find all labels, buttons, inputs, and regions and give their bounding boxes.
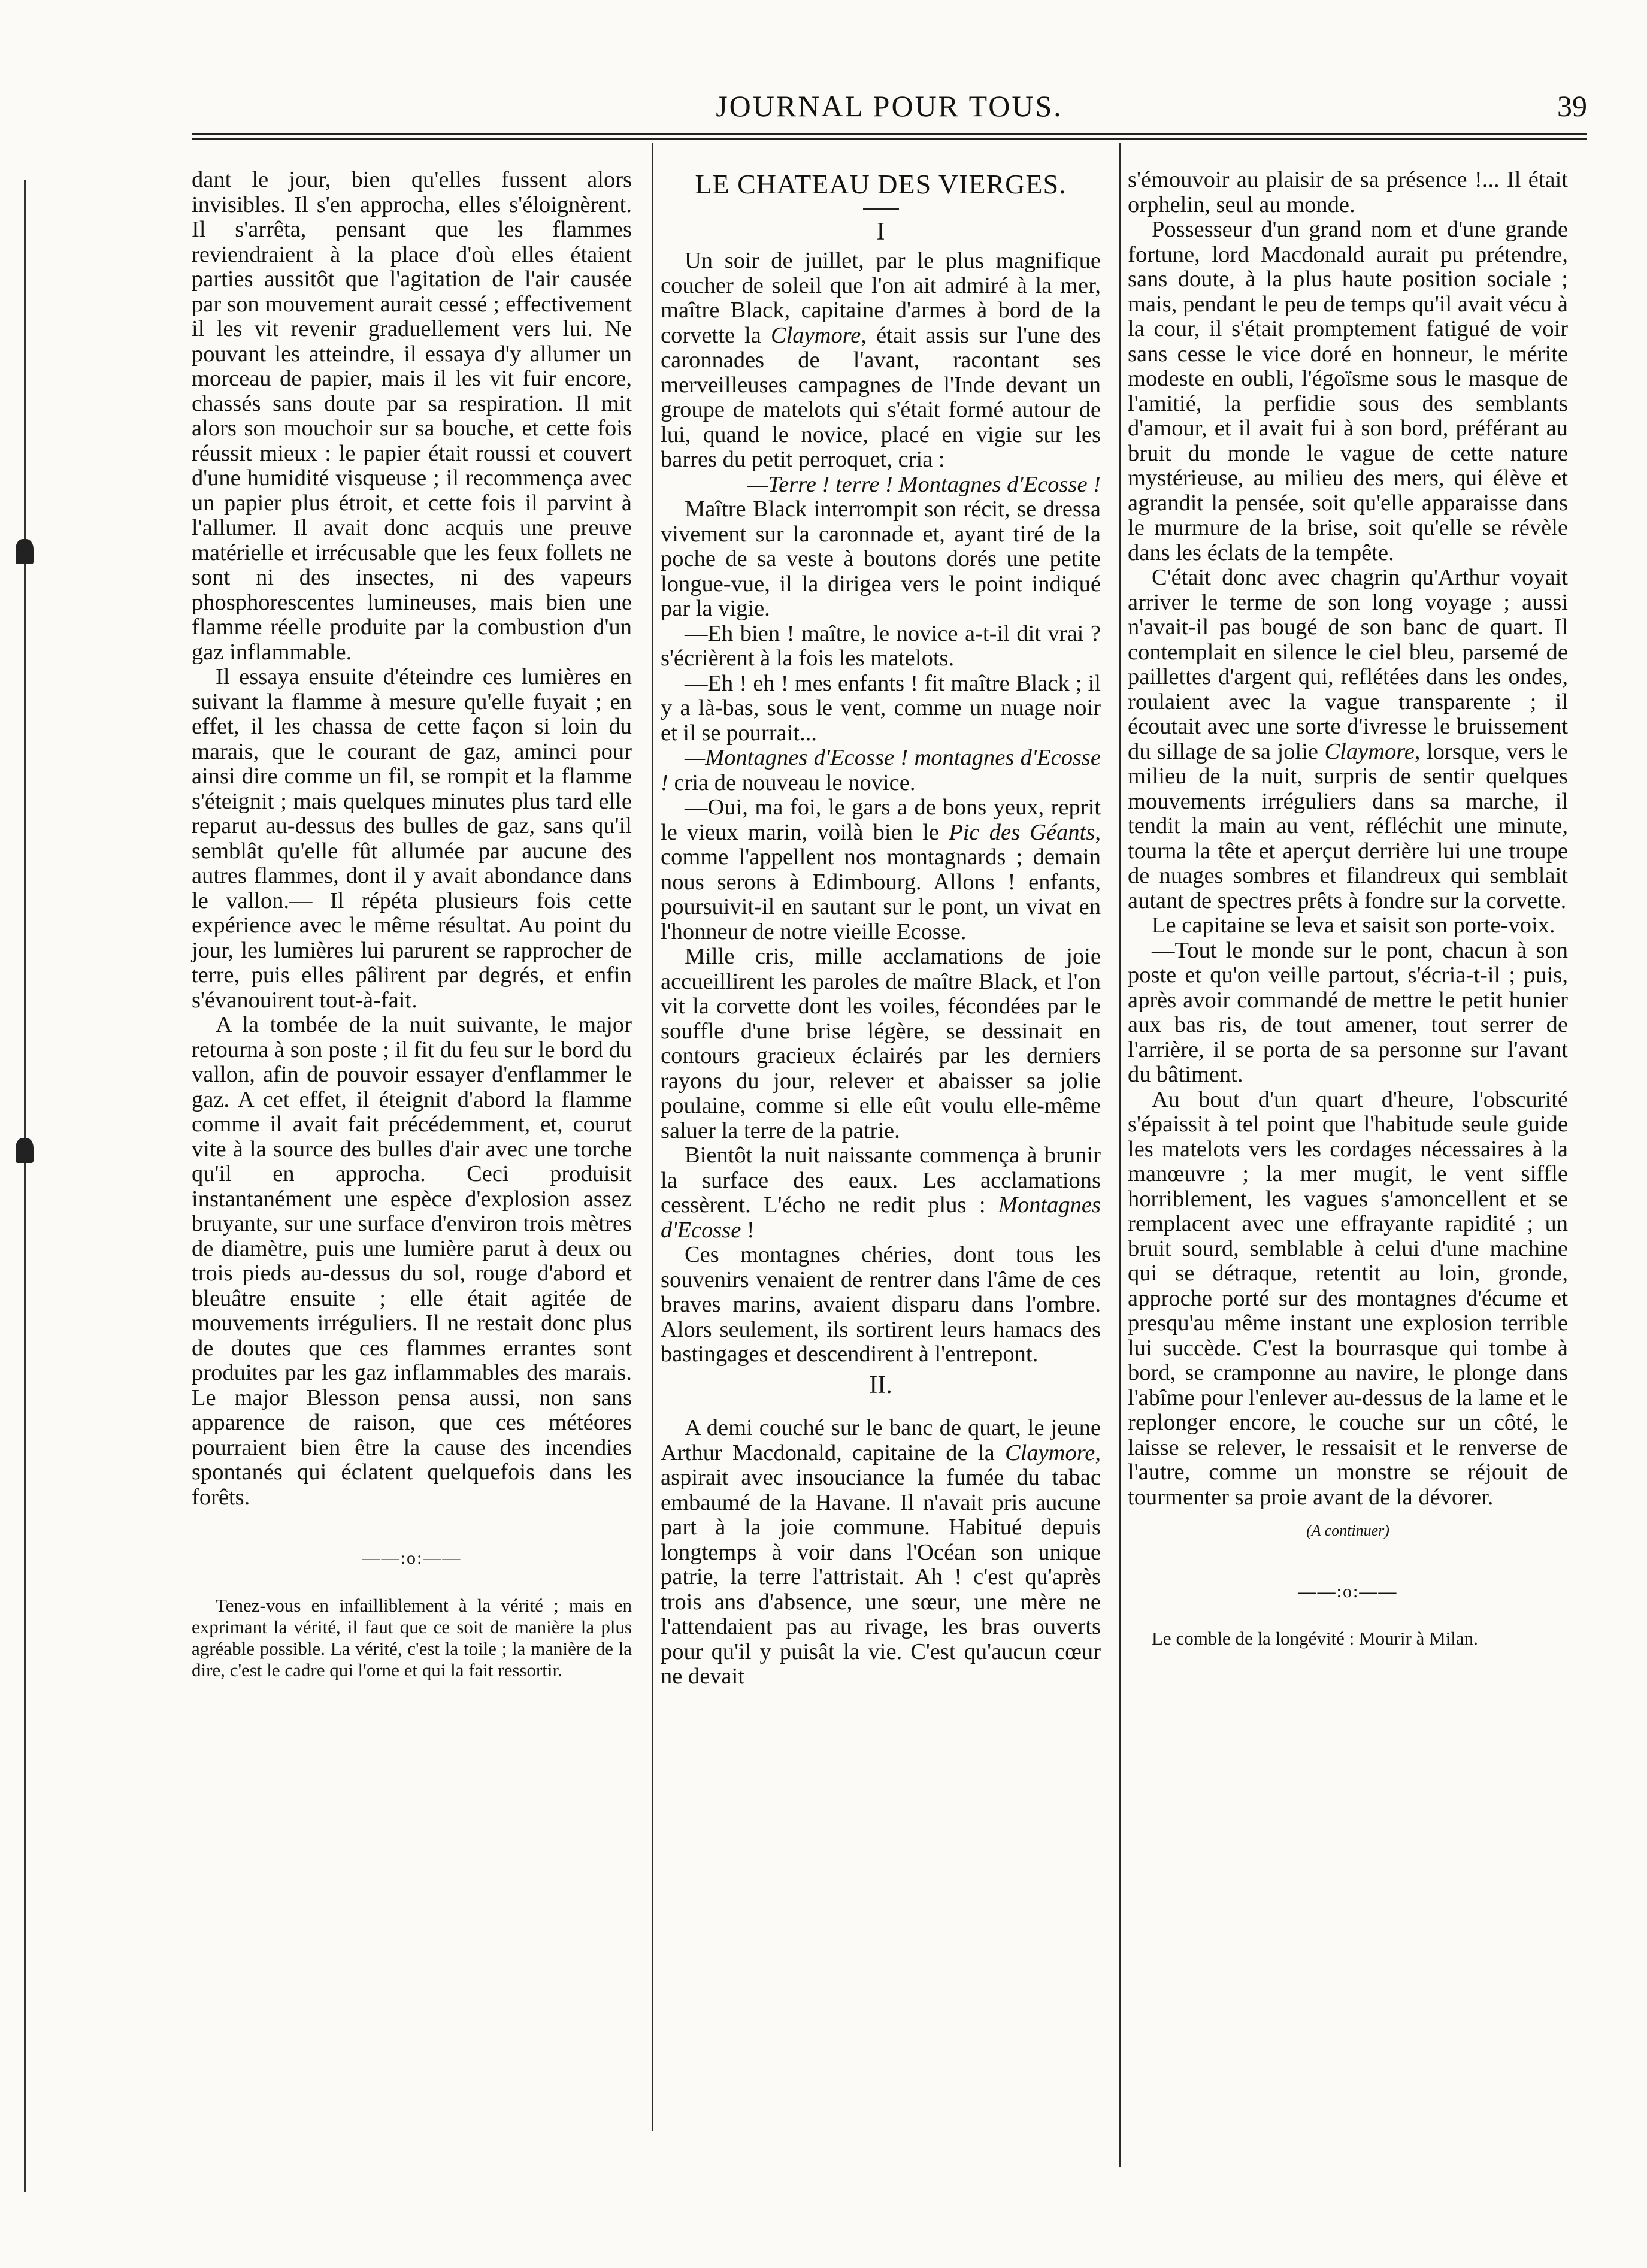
paragraph: —Montagnes d'Ecosse ! montagnes d'Ecosse ! cria de nouveau le novice. [661, 745, 1101, 795]
header-rule [192, 133, 1587, 140]
maxim: Le comble de la longévité : Mourir à Milan. [1152, 1628, 1478, 1649]
paragraph: —Eh bien ! maître, le novice a-t-il dit vrai ? s'écrièrent à la fois les matelots. [661, 620, 1101, 671]
paragraph: Maître Black interrompit son récit, se dressa vivement sur la caronnade et, ayant tiré de la poche de sa veste à boutons dorés une petite longue-vue, il la dirigea vers le point indiqué par la vigie. [661, 496, 1101, 621]
paragraph: Bientôt la nuit naissante commença à brunir la surface des eaux. Les acclamations cessèrent. L'écho ne redit plus : Montagnes d'Ecosse ! [661, 1143, 1101, 1243]
paragraph: Au bout d'un quart d'heure, l'obscurité s'épaissit à tel point que l'habitude seule guide les matelots vers les cordages nécessaires à la manœuvre ; la mer mugit, le vent siffle horriblement, les vagues s'amoncellent et se remplacent avec une effrayante rapidité ; un bruit sourd, semblable à celui d'une machine qui se détraque, retentit au loin, gronde, approche porté sur des montagnes d'écume et presqu'au même instant une explosion terrible lui succède. C'est la bourrasque qui tombe à bord, se cramponne au navire, le plonge dans l'abîme pour l'enlever au-dessus de la lame et le replonger encore, le couche sur un côté, le laisse se relever, le ressaisit et le renverse de l'autre, comme un monstre se réjouit de tourmenter sa proie avant de la dévorer. [1128, 1086, 1568, 1510]
paragraph: C'était donc avec chagrin qu'Arthur voyait arriver le terme de son long voyage ; aussi n'avait-il pas bougé de son banc de quart. Il contemplait en silence le ciel bleu, parsemé de paillettes d'argent qui, reflétées dans les ondes, roulaient avec la vague transparente ; il écoutait avec une sorte d'ivresse le bruissement du sillage de sa jolie Claymore, lorsque, vers le milieu de la nuit, surpris de sentir quelques mouvements irréguliers dans sa marche, il tendit la main au vent, réfléchit une minute, tourna la tête et aperçut derrière lui une troupe de nuages sombres et filandreux qui semblait autant de spectres prêts à fondre sur la corvette. [1128, 565, 1569, 913]
paragraph: —Terre ! terre ! Montagnes d'Ecosse ! [747, 471, 1101, 497]
column-2 [661, 168, 1101, 1689]
column-rule [652, 143, 653, 2131]
page-number: 39 [1557, 89, 1587, 123]
ship-name: Claymore [770, 322, 861, 348]
maxim: Tenez-vous en infailliblement à la vérité ; mais en exprimant la vérité, il faut que ce soit de manière la plus agréable possible. La vérité, c'est la toile ; la manière de la dire, c'est le cadre qui l'orne et qui la fait ressortir. [192, 1594, 632, 1680]
section-separator: ——:o:—— [1298, 1581, 1398, 1601]
chapter-numeral: I [876, 218, 885, 246]
column-1 [192, 168, 632, 1681]
section-separator: ——:o:—— [362, 1548, 462, 1568]
column-3 [1128, 168, 1568, 1649]
paragraph: A demi couché sur le banc de quart, le jeune Arthur Macdonald, capitaine de la Claymore, aspirait avec insouciance la fumée du tabac embaumé de la Havane. Il n'avait pris aucune part à la joie commune. Habitué depuis longtemps à voir dans l'Océan son unique patrie, la terre l'attristait. Ah ! c'est qu'après trois ans d'absence, une sœur, une mère ne l'attendaient pas au rivage, les bras ouverts pour qu'il y puisât la vie. C'est qu'aucun cœur ne devait [661, 1415, 1101, 1689]
paragraph: Il essaya ensuite d'éteindre ces lumières en suivant la flamme à mesure qu'elle fuyait ; en effet, il les chassa de cette façon si loin du marais, que le courant de gaz, aminci pour ainsi dire comme un fil, se rompit et la flamme s'éteignit ; mais quelques minutes plus tard elle reparut au-dessus des bulles de gaz, sans qu'il semblât qu'elle fût allumée par aucune des autres flammes, dont il y avait abondance dans le vallon.— Il répéta plusieurs fois cette expérience avec le même résultat. Au point du jour, les lumières lui parurent se rapprocher de terre, puis elles pâlirent par degrés, et enfin s'évanouirent tout-à-fait. [192, 664, 632, 1013]
paragraph: —Oui, ma foi, le gars a de bons yeux, reprit le vieux marin, voilà bien le Pic des Géants, comme l'appellent nos montagnards ; demain nous serons à Edimbourg. Allons ! enfants, poursuivit-il en sautant sur le pont, un vivat en l'honneur de notre vieille Ecosse. [661, 795, 1101, 944]
margin-ink-mark [16, 1138, 34, 1163]
title-dash [863, 208, 899, 210]
paragraph: Ces montagnes chéries, dont tous les souvenirs venaient de rentrer dans l'âme de ces braves marins, avaient disparu dans l'ombre. Alors seulement, ils sortirent leurs hamacs des bastingages et descendirent à l'entrepont. [661, 1242, 1101, 1367]
paragraph: —Tout le monde sur le pont, chacun à son poste et qu'on veille partout, s'écria-t-il ; puis, après avoir commandé de mettre le petit hunier aux bas ris, de tout amener, tout serrer de l'arrière, il se porta de sa personne sur l'avant du bâtiment. [1128, 937, 1568, 1087]
paragraph: dant le jour, bien qu'elles fussent alors invisibles. Il s'en approcha, elles s'éloignèrent. Il s'arrêta, pensant que les flammes reviendraient à la place d'où elles étaient parties aussitôt que l'agitation de l'air causée par son mouvement aurait cessé ; effectivement il les vit revenir graduellement vers lui. Ne pouvant les atteindre, il essaya d'y allumer un morceau de papier, mais il les vit fuir encore, chassés sans doute par sa respiration. Il mit alors son mouchoir sur sa bouche, et cette fois réussit mieux : le papier était roussi et couvert d'une humidité visqueuse ; il recommença avec un papier plus étroit, et cette fois il parvint à l'allumer. Il avait donc acquis une preuve matérielle et irrécusable que les feux follets ne sont ni des insectes, ni des vapeurs phosphorescentes lumineuses, mais bien une flamme réelle produite par la combustion d'un gaz inflammable. [192, 167, 632, 665]
running-title: JOURNAL POUR TOUS. [716, 89, 1063, 123]
paragraph: Possesseur d'un grand nom et d'une grande fortune, lord Macdonald aurait pu prétendre, sans doute, à la plus haute position sociale ; mais, pendant le peu de temps qu'il avait vécu à la cour, il s'était promptement fatigué de voir sans cesse le vice doré en honneur, le mérite modeste en oubli, l'égoïsme sous le masque de l'amitié, la perfidie sous des semblants d'amour, et il avait fui à son bord, préférant au bruit du monde le vague de cette nature mystérieuse, au milieu des mers, qui élève et agrandit la pensée, soit qu'elle apparaisse dans le murmure de la brise, soit qu'elle se révèle dans les éclats de la tempête. [1128, 217, 1568, 565]
paragraph: s'émouvoir au plaisir de sa présence !... Il était orphelin, seul au monde. [1128, 167, 1568, 217]
story-title: LE CHATEAU DES VIERGES. [695, 169, 1067, 199]
paragraph: —Eh ! eh ! mes enfants ! fit maître Black ; il y a là-bas, sous le vent, comme un nuage noir et il se pourrait... [661, 670, 1101, 746]
to-be-continued: (A continuer) [1306, 1522, 1389, 1539]
paragraph: A la tombée de la nuit suivante, le major retourna à son poste ; il fit du feu sur le bord du vallon, afin de pouvoir essayer d'enflammer le gaz. A cet effet, il éteignit d'abord la flamme comme il avait fait précédemment, et, courut vite à la source des bulles d'air avec une torche qu'il en approcha. Ceci produisit instantanément une espèce d'explosion assez bruyante, sur une surface d'environ trois mètres de diamètre, puis une lumière parut à deux ou trois pieds au-dessus du sol, rouge d'abord et bleuâtre ensuite ; elle était agitée de mouvements irréguliers. Il ne restait donc plus de doutes que ces flammes errantes sont produites par les gaz inflammables des marais. Le major Blesson pensa aussi, non sans apparence de raison, que ces météores pourraient bien être la cause des incendies spontanés qui éclatent quelquefois dans les forêts. [192, 1012, 632, 1510]
binding-margin-line [24, 180, 26, 2192]
paragraph: Mille cris, mille acclamations de joie accueillirent les paroles de maître Black, et l'on vit la corvette dont les voiles, fécondées par le souffle d'une brise légère, se dessinait en contours gracieux éclairés par les derniers rayons du jour, relever et abaisser sa jolie poulaine, comme si elle eût voulu elle-même saluer la terre de la patrie. [661, 944, 1101, 1143]
column-rule [1119, 143, 1121, 2167]
chapter-numeral: II. [869, 1371, 892, 1399]
paragraph: Le capitaine se leva et saisit son porte-voix. [1152, 913, 1555, 938]
page-header [192, 83, 1587, 131]
margin-ink-mark [16, 539, 34, 564]
paragraph: Un soir de juillet, par le plus magnifique coucher de soleil que l'on ait admiré à la mer, maître Black, capitaine d'armes à bord de la corvette la Claymore, était assis sur l'une des caronnades de l'avant, racontant ses merveilleuses campagnes de l'Inde devant un groupe de matelots qui s'était formé autour de lui, quand le novice, placé en vigie sur les barres du petit perroquet, cria : [661, 248, 1101, 472]
